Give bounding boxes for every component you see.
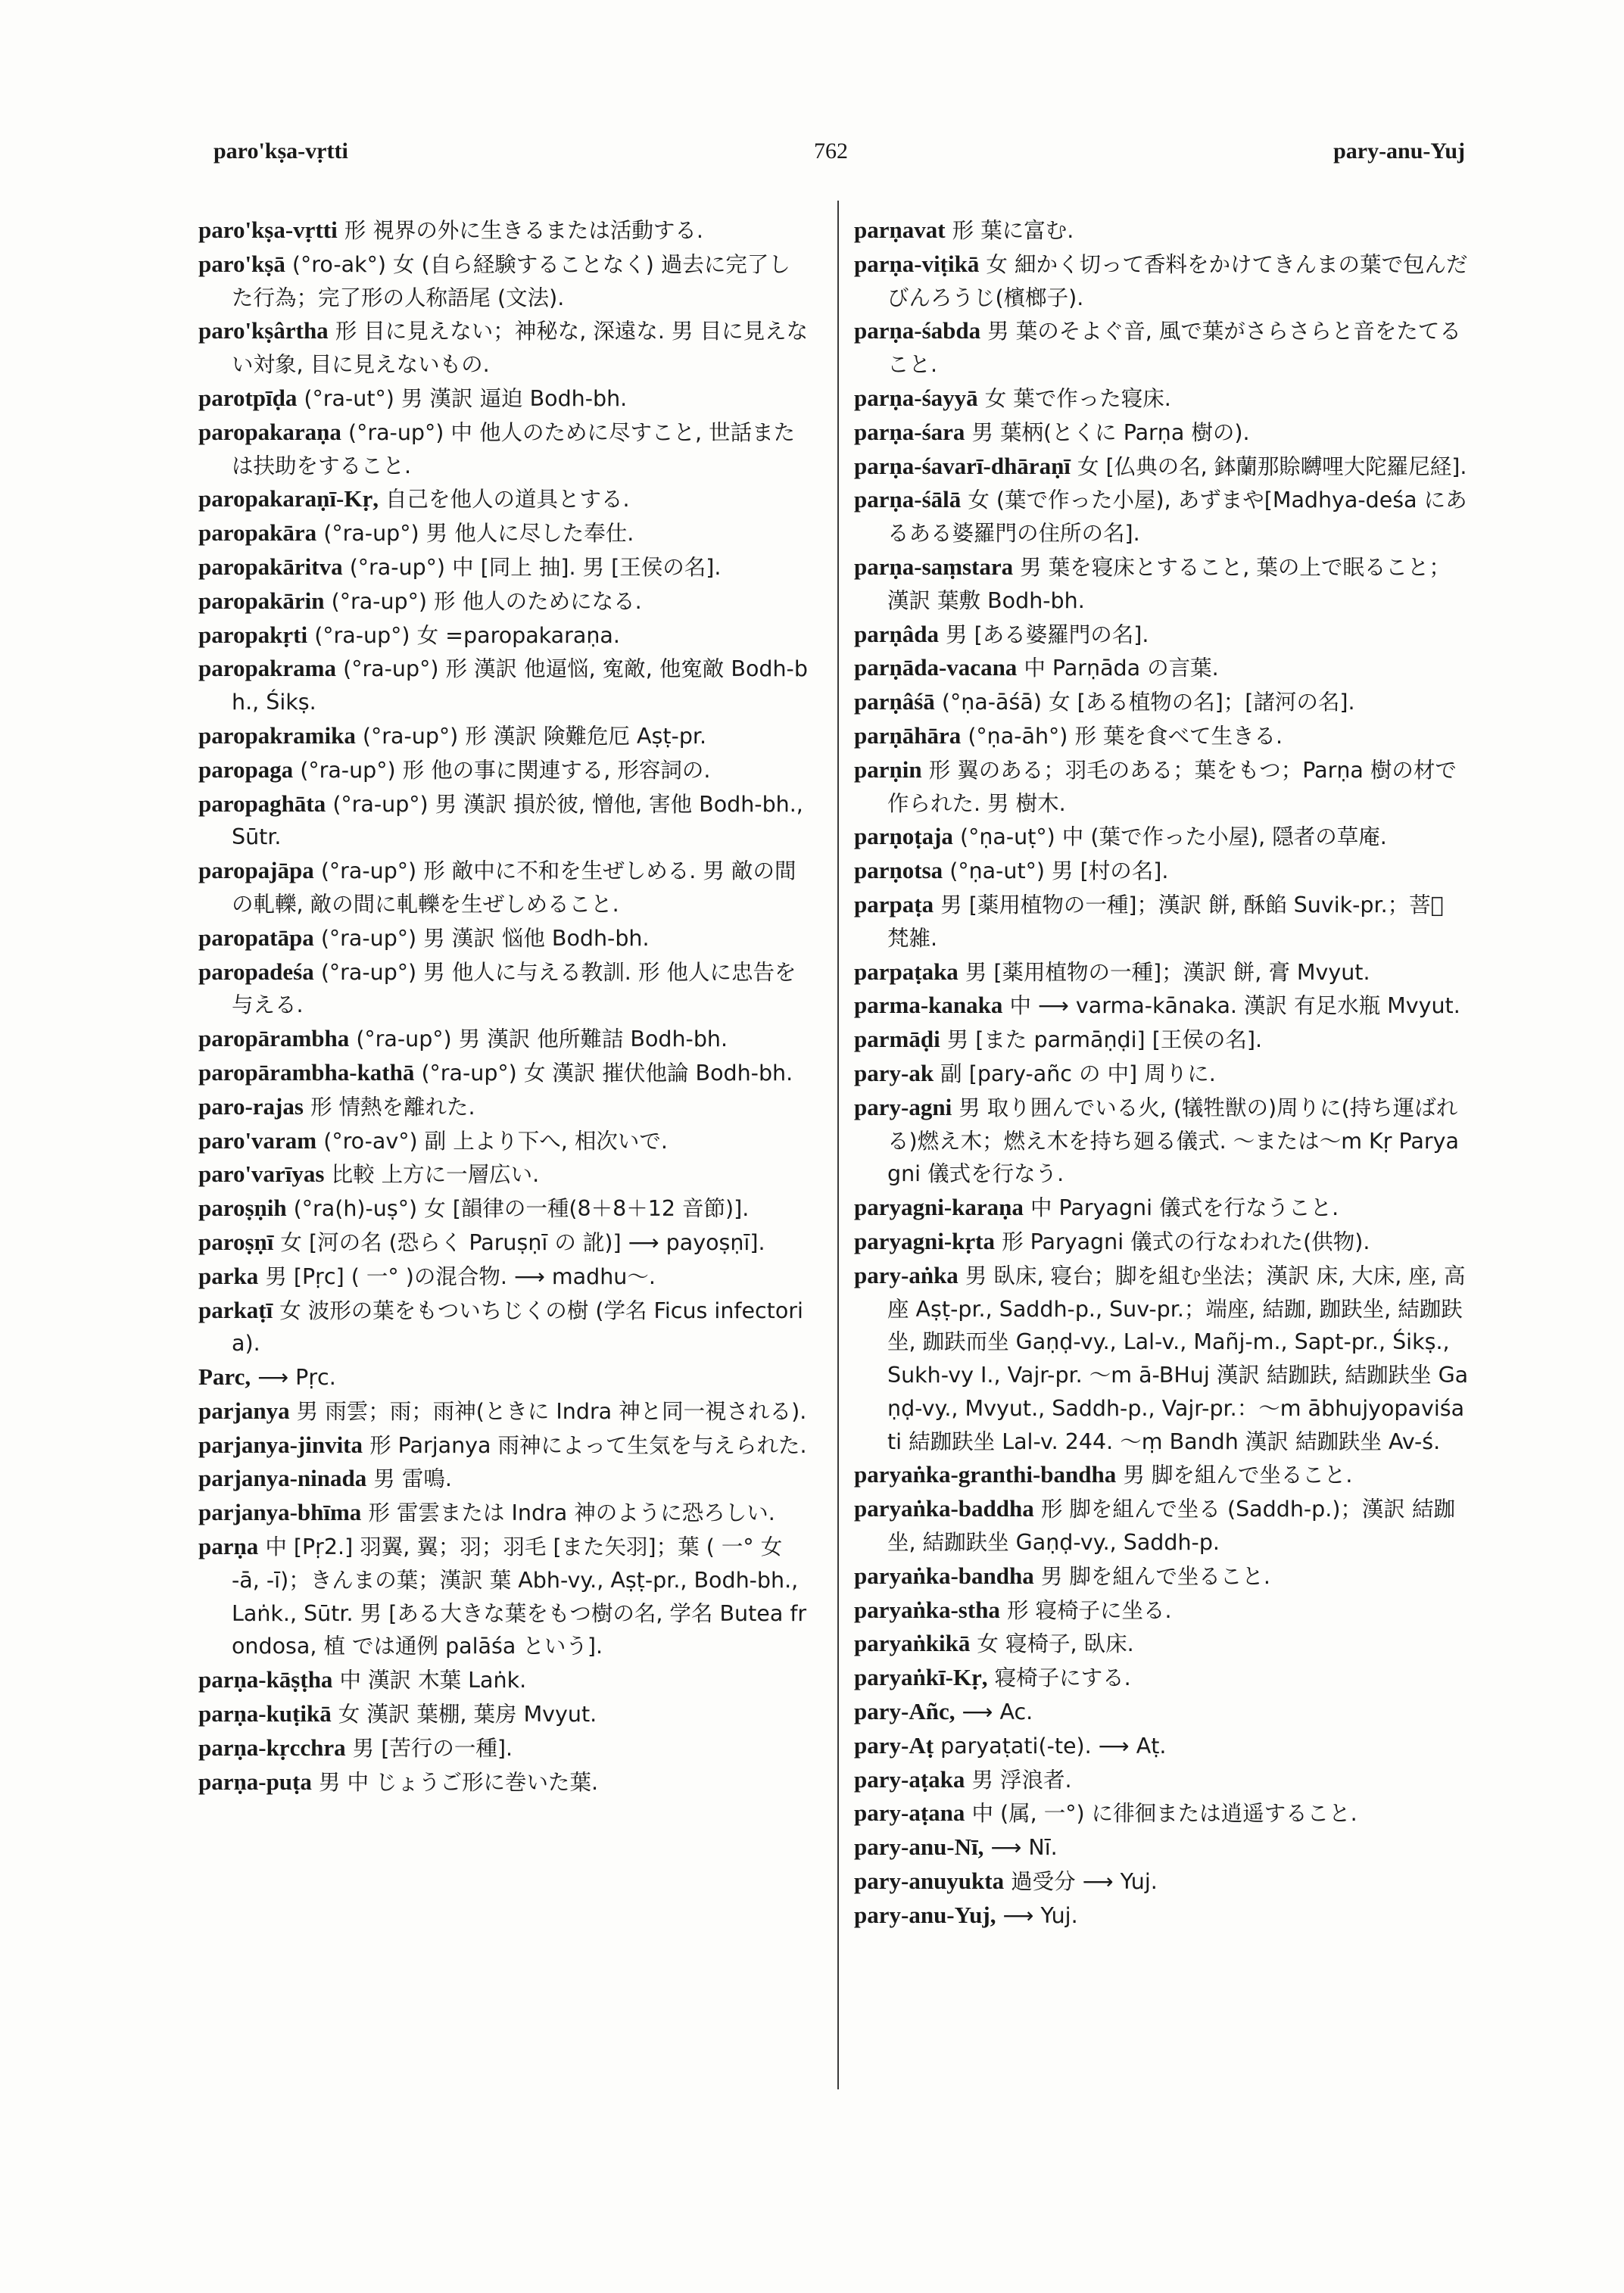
entry-definition: 形 脚を組んで坐る (Saddh-p.)；漢訳 結跏坐, 結跏趺坐 Gaṇḍ-vy., Saddh-p. <box>887 1497 1455 1556</box>
dictionary-entry <box>854 1259 1469 1459</box>
entry-headword: parṇa-viṭikā <box>854 250 980 277</box>
entry-definition: 中 Paryagni 儀式を行なうこと. <box>1030 1195 1339 1221</box>
entry-definition: 形 翼のある；羽毛のある；葉をもつ；Parṇa 樹の材で作られた. 男 樹木. <box>887 757 1457 816</box>
dictionary-entry <box>198 1462 812 1496</box>
entry-definition: (°ra-up°) 形 他人のためになる. <box>331 588 642 614</box>
entry-definition: 男 浮浪者. <box>971 1767 1072 1793</box>
entry-headword: paropakramika <box>198 721 356 749</box>
entry-headword: paropakārin <box>198 587 325 614</box>
entry-headword: parjanya-ninada <box>198 1465 367 1492</box>
entry-headword: paropārambha-kathā <box>198 1058 415 1086</box>
entry-definition: 寝椅子にする. <box>994 1665 1131 1691</box>
entry-definition: 形 Paryagni 儀式の行なわれた(供物). <box>1002 1229 1370 1254</box>
dictionary-entry <box>854 1796 1469 1830</box>
entry-definition: 過受分 ⟶ Yuj. <box>1011 1869 1158 1895</box>
entry-headword: parṇa-kṛcchra <box>198 1734 346 1761</box>
dictionary-entry <box>198 753 812 787</box>
dictionary-entry <box>854 1492 1469 1559</box>
entry-definition: ⟶ Yuj. <box>1002 1902 1078 1928</box>
dictionary-entry <box>854 651 1469 685</box>
running-head-right: pary-anu-Yuj <box>1333 139 1465 164</box>
dictionary-entry <box>854 719 1469 753</box>
dictionary-entry <box>854 1225 1469 1259</box>
entry-definition: 男 取り囲んでいる火, (犠牲獣の)周りに(持ち運ばれる)燃え木；燃え木を持ち廻る儀式. ～または～m Kṛ Paryagni 儀式を行なう. <box>887 1095 1459 1187</box>
entry-definition: 男 脚を組んで坐ること. <box>1040 1563 1270 1589</box>
entry-definition: (°ra-up°) 男 他人に尽した奉仕. <box>323 521 634 547</box>
entry-definition: 男 中 じょうご形に巻いた葉. <box>318 1769 599 1795</box>
entry-definition: (°ra-up°) 形 漢訳 険難危厄 Aṣṭ-pr. <box>362 723 707 749</box>
dictionary-entry <box>854 854 1469 888</box>
entry-definition: 形 寝椅子に坐る. <box>1007 1597 1172 1623</box>
dictionary-entry <box>854 618 1469 652</box>
entry-definition: 中 [Pṛ2.] 羽翼, 翼；羽；羽毛 [また矢羽]；葉 ( 一° 女 -ā, -ī)；きんまの葉；漢訳 葉 Abh-vy., Aṣṭ-pr., Bodh-bh., Laṅk., Sūtr. 男 [ある大きな葉をもつ樹の名, 学名 Butea frondosa, 植 では通例 palāśa という]. <box>232 1534 807 1659</box>
dictionary-entry <box>198 1090 812 1124</box>
dictionary-entry <box>854 1763 1469 1797</box>
entry-definition: 男 葉柄(とくに Parṇa 樹の). <box>971 419 1250 445</box>
entry-definition: 比較 上方に一層広い. <box>331 1162 540 1188</box>
dictionary-entry <box>198 1428 812 1463</box>
page-number: 762 <box>814 139 848 164</box>
entry-headword: parpaṭa <box>854 890 934 918</box>
entry-definition: 男 [ある婆羅門の名]. <box>946 622 1149 647</box>
dictionary-entry <box>854 1695 1469 1729</box>
entry-headword: paropakaraṇī-Kṛ, <box>198 485 379 512</box>
entry-headword: parṇa-kuṭikā <box>198 1700 332 1728</box>
entry-headword: parṇa-saṃstara <box>854 553 1014 580</box>
dictionary-entry <box>198 921 812 955</box>
entry-definition: ⟶ Ac. <box>962 1699 1033 1725</box>
entry-definition: (°ro-ak°) 女 (自ら経験することなく) 過去に完了した行為；完了形の人称語尾 (文法). <box>232 251 790 310</box>
dictionary-entry <box>198 1394 812 1428</box>
dictionary-entry <box>198 1022 812 1056</box>
entry-definition: (°ra-up°) 形 漢訳 他逼悩, 寃敵, 他寃敵 Bodh-bh., Śikṣ. <box>232 656 808 715</box>
dictionary-entry <box>198 213 812 248</box>
entry-headword: paropaga <box>198 756 294 783</box>
entry-headword: paropakāra <box>198 519 317 547</box>
entry-definition: (°ra-up°) 男 漢訳 悩他 Bodh-bh. <box>320 925 650 951</box>
dictionary-entry <box>198 787 812 855</box>
entry-headword: pary-Aṭ <box>854 1731 934 1759</box>
dictionary-entry <box>198 1157 812 1192</box>
entry-headword: pary-aṅka <box>854 1261 959 1288</box>
entry-headword: parjanya <box>198 1397 290 1424</box>
entry-definition: (°ra-ut°) 男 漢訳 逼迫 Bodh-bh. <box>304 385 628 411</box>
entry-definition: 男 [また parmāṇḍi] [王侯の名]. <box>946 1027 1263 1053</box>
entry-headword: paro'kṣā <box>198 250 285 277</box>
dictionary-entry <box>198 1530 812 1663</box>
entry-headword: Parc, <box>198 1363 251 1391</box>
dictionary-entry <box>198 1765 812 1799</box>
entry-headword: parka <box>198 1262 259 1289</box>
dictionary-entry <box>854 989 1469 1023</box>
dictionary-entry <box>854 416 1469 450</box>
entry-definition: 男 [Pṛc] ( 一° )の混合物. ⟶ madhu～. <box>265 1263 656 1289</box>
right-column <box>854 213 1469 1933</box>
entry-definition: 男 [苦行の一種]. <box>352 1735 513 1761</box>
entry-definition: (°ṇa-āh°) 形 葉を食べて生きる. <box>968 723 1283 749</box>
entry-definition: (°ra-up°) 女 =paropakaraṇa. <box>314 622 620 648</box>
dictionary-entry <box>854 248 1469 315</box>
entry-headword: pary-agni <box>854 1093 952 1120</box>
entry-definition: 男 葉を寝床とすること, 葉の上で眠ること；漢訳 葉敷 Bodh-bh. <box>887 554 1451 613</box>
entry-headword: parṇa-puṭa <box>198 1768 312 1795</box>
dictionary-entry <box>854 955 1469 989</box>
dictionary-entry <box>198 482 812 516</box>
entry-headword: parṇa-śayyā <box>854 384 978 411</box>
entry-headword: parṇa <box>198 1533 259 1560</box>
dictionary-entry <box>198 618 812 653</box>
entry-definition: 女 波形の葉をもついちじくの樹 (学名 Ficus infectoria). <box>232 1298 803 1357</box>
entry-definition: (°ra-up°) 形 他の事に関連する, 形容詞の. <box>300 757 711 783</box>
dictionary-entry <box>198 1192 812 1226</box>
entry-headword: paropaghāta <box>198 790 326 817</box>
entry-headword: parṇa-śabda <box>854 317 981 344</box>
dictionary-entry <box>854 1057 1469 1091</box>
dictionary-entry <box>854 1091 1469 1191</box>
entry-headword: paropakaraṇa <box>198 418 341 445</box>
dictionary-entry <box>854 450 1469 484</box>
entry-definition: 女 (葉で作った小屋), あずまや[Madhya-deśa にあるある婆羅門の住所の名]. <box>887 488 1467 547</box>
entry-headword: paro'kṣa-vṛtti <box>198 217 338 243</box>
entry-headword: parṇavat <box>854 217 946 243</box>
dictionary-entry <box>854 1458 1469 1492</box>
entry-headword: paropakrama <box>198 655 337 682</box>
entry-definition: 男 雨雲；雨；雨神(ときに Indra 神と同一視される). <box>296 1398 807 1424</box>
entry-definition: (°ṇa-āśā) 女 [ある植物の名]；[諸河の名]. <box>941 690 1355 715</box>
dictionary-entry <box>198 584 812 618</box>
dictionary-entry <box>198 314 812 382</box>
dictionary-entry <box>854 1830 1469 1865</box>
dictionary-entry <box>854 888 1469 955</box>
running-head-left: paro'kṣa-vṛtti <box>214 139 348 164</box>
entry-definition: (°ra-up°) 男 漢訳 損於彼, 憎他, 害他 Bodh-bh., Sūtr. <box>232 791 803 850</box>
entry-headword: parjanya-bhīma <box>198 1499 362 1526</box>
dictionary-entry <box>198 854 812 921</box>
entry-headword: paropadeśa <box>198 958 314 985</box>
dictionary-entry <box>854 1729 1469 1763</box>
dictionary-entry <box>854 685 1469 719</box>
dictionary-entry <box>198 1360 812 1394</box>
dictionary-entry <box>198 416 812 483</box>
dictionary-entry <box>198 1260 812 1294</box>
entry-headword: paryagni-karaṇa <box>854 1194 1024 1221</box>
entry-headword: paropatāpa <box>198 924 314 951</box>
entry-definition: 形 目に見えない；神秘な, 深遠な. 男 目に見えない対象, 目に見えないもの. <box>232 319 809 378</box>
dictionary-entry <box>198 1226 812 1260</box>
entry-definition: 形 視界の外に生きるまたは活動する. <box>344 218 703 243</box>
entry-definition: 中 (属, 一°) に徘徊または逍遥すること. <box>971 1801 1357 1827</box>
entry-definition: (°ra-up°) 男 漢訳 他所難詰 Bodh-bh. <box>356 1027 728 1052</box>
entry-definition: 形 情熱を離れた. <box>310 1094 475 1120</box>
entry-headword: paroṣṇī <box>198 1228 274 1255</box>
dictionary-entry <box>854 1627 1469 1661</box>
entry-headword: paroṣṇih <box>198 1195 287 1222</box>
entry-headword: parpaṭaka <box>854 958 959 985</box>
dictionary-entry <box>854 483 1469 550</box>
entry-definition: ⟶ Pṛc. <box>257 1365 336 1391</box>
dictionary-entry <box>854 1594 1469 1628</box>
entry-definition: 男 脚を組んで坐ること. <box>1123 1463 1353 1488</box>
entry-definition: 自己を他人の道具とする. <box>385 487 630 512</box>
entry-headword: parkaṭī <box>198 1296 273 1323</box>
entry-headword: paro-rajas <box>198 1092 304 1120</box>
dictionary-entry <box>198 1496 812 1530</box>
dictionary-entry <box>198 1124 812 1158</box>
dictionary-entry <box>854 550 1469 618</box>
entry-definition: 中 漢訳 木葉 Laṅk. <box>339 1668 527 1693</box>
entry-definition: 女 漢訳 葉棚, 葉房 Mvyut. <box>338 1702 597 1728</box>
column-divider <box>837 201 839 2089</box>
entry-headword: paryaṅka-stha <box>854 1596 1000 1623</box>
entry-headword: pary-anu-Nī, <box>854 1833 984 1861</box>
entry-headword: paryaṅka-granthi-bandha <box>854 1461 1117 1488</box>
entry-headword: paropakāritva <box>198 553 343 580</box>
entry-headword: parmāḍi <box>854 1026 940 1053</box>
entry-definition: 中 Parṇāda の言葉. <box>1024 656 1219 681</box>
entry-headword: paro'varīyas <box>198 1161 325 1188</box>
entry-headword: parṇāda-vacana <box>854 654 1018 681</box>
entry-headword: pary-aṭana <box>854 1799 965 1827</box>
entry-definition: 男 葉のそよぐ音, 風で葉がさらさらと音をたてること. <box>887 319 1461 378</box>
entry-headword: paropakṛti <box>198 621 308 648</box>
entry-headword: pary-anu-Yuj, <box>854 1901 996 1928</box>
dictionary-entry <box>854 314 1469 382</box>
dictionary-entry <box>854 382 1469 416</box>
entry-definition: (°ro-av°) 副 上より下へ, 相次いで. <box>323 1128 668 1154</box>
entry-definition: 形 葉に富む. <box>952 218 1074 243</box>
entry-headword: parṇa-śālā <box>854 486 962 513</box>
entry-definition: paryaṭati(-te). ⟶ Aṭ. <box>940 1733 1167 1759</box>
entry-definition: 副 [pary-añc の 中] 周りに. <box>940 1061 1216 1086</box>
dictionary-entry <box>198 550 812 584</box>
entry-headword: parma-kanaka <box>854 992 1003 1019</box>
dictionary-entry <box>198 955 812 1023</box>
dictionary-entry <box>198 1697 812 1731</box>
entry-definition: 男 [薬用植物の一種]；漢訳 餅, 膏 Mvyut. <box>965 959 1370 985</box>
entry-headword: pary-aṭaka <box>854 1765 965 1793</box>
entry-headword: parṇa-śavarī-dhāraṇī <box>854 452 1071 479</box>
dictionary-entry <box>854 1865 1469 1899</box>
entry-definition: 男 雷鳴. <box>373 1466 452 1492</box>
left-column <box>198 213 812 1799</box>
entry-definition: 女 葉で作った寝床. <box>984 385 1171 411</box>
entry-definition: (°ra-up°) 中 他人のために尽すこと, 世話または扶助をすること. <box>232 419 796 478</box>
dictionary-entry <box>198 1056 812 1090</box>
entry-headword: pary-Añc, <box>854 1698 955 1725</box>
entry-definition: (°ṇa-uṭ°) 中 (葉で作った小屋), 隠者の草庵. <box>959 824 1387 850</box>
dictionary-entry <box>854 1191 1469 1225</box>
dictionary-entry <box>198 719 812 753</box>
entry-headword: parṇa-śara <box>854 418 965 445</box>
entry-headword: parṇāhāra <box>854 721 962 749</box>
entry-definition: 女 細かく切って香料をかけてきんまの葉で包んだびんろうじ(檳榔子). <box>887 251 1468 310</box>
entry-definition: 形 Parjanya 雨神によって生気を与えられた. <box>369 1432 807 1458</box>
entry-headword: paropajāpa <box>198 857 314 884</box>
dictionary-entry <box>198 516 812 550</box>
dictionary-entry <box>854 213 1469 248</box>
entry-definition: (°ra(h)-uṣ°) 女 [韻律の一種(8＋8＋12 音節)]. <box>293 1196 750 1222</box>
entry-headword: parjanya-jinvita <box>198 1431 363 1458</box>
entry-headword: parotpīḍa <box>198 384 298 411</box>
entry-headword: paro'varam <box>198 1126 317 1154</box>
entry-definition: 女 寝椅子, 臥床. <box>977 1631 1134 1657</box>
dictionary-entry <box>198 248 812 315</box>
entry-definition: (°ra-up°) 中 [同上 抽]. 男 [王侯の名]. <box>349 554 722 580</box>
entry-definition: 女 [河の名 (恐らく Paruṣṇī の 訛)] ⟶ payoṣṇī]. <box>280 1229 765 1255</box>
entry-definition: 男 臥床, 寝台；脚を組む坐法；漢訳 床, 大床, 座, 高座 Aṣṭ-pr., Saddh-p., Suv-pr.；端座, 結跏, 跏趺坐, 結跏趺坐, 跏趺而坐 Gaṇḍ-vy., Lal-v., Mañj-m., Sapt-pr., Śikṣ., Sukh-vy I., Vajr-pr. ～m ā-BHuj 漢訳 結跏趺, 結跏趺坐 Gaṇḍ-vy., Mvyut., Saddh-p., Vajr-pr.：～m ābhujyopaviśati 結跏趺坐 Lal-v. 244. ～ṃ Bandh 漢訳 結跏趺坐 Av-ś. <box>887 1263 1469 1454</box>
entry-headword: parṇoṭaja <box>854 823 953 850</box>
dictionary-entry <box>854 820 1469 854</box>
dictionary-entry <box>854 753 1469 821</box>
dictionary-entry <box>854 1023 1469 1057</box>
entry-definition: (°ra-up°) 男 他人に与える教訓. 形 他人に忠告を与える. <box>232 959 796 1018</box>
entry-headword: paryaṅka-bandha <box>854 1562 1034 1589</box>
dictionary-entry <box>854 1661 1469 1695</box>
entry-headword: paryagni-kṛta <box>854 1227 995 1254</box>
dictionary-entry <box>198 1294 812 1361</box>
entry-definition: (°ra-up°) 形 敵中に不和を生ぜしめる. 男 敵の間の軋轢, 敵の間に軋轢を生ぜしめること. <box>232 858 796 917</box>
entry-definition: 中 ⟶ varma-kānaka. 漢訳 有足水瓶 Mvyut. <box>1009 993 1460 1019</box>
entry-headword: parṇin <box>854 756 922 783</box>
entry-headword: parṇâśā <box>854 688 935 715</box>
entry-headword: paryaṅkikā <box>854 1630 971 1657</box>
entry-headword: parṇotsa <box>854 857 943 884</box>
entry-definition: ⟶ Nī. <box>990 1835 1058 1861</box>
dictionary-entry <box>198 1663 812 1697</box>
entry-definition: (°ra-up°) 女 漢訳 摧伏他論 Bodh-bh. <box>421 1060 793 1086</box>
entry-definition: 男 [薬用植物の一種]；漢訳 餅, 酥餡 Suvik-pr.；菩𦵔 梵雑. <box>887 892 1444 951</box>
dictionary-entry <box>198 382 812 416</box>
entry-headword: paro'kṣârtha <box>198 317 329 344</box>
entry-headword: pary-ak <box>854 1059 934 1086</box>
dictionary-entry <box>198 1731 812 1765</box>
entry-definition: (°ṇa-ut°) 男 [村の名]. <box>949 858 1169 884</box>
entry-definition: 女 [仏典の名, 鉢蘭那賒嚩哩大陀羅尼経]. <box>1077 453 1467 479</box>
entry-headword: paryaṅkī-Kṛ, <box>854 1664 988 1691</box>
entry-headword: paropārambha <box>198 1025 350 1052</box>
entry-headword: pary-anuyukta <box>854 1868 1005 1895</box>
dictionary-entry <box>198 652 812 719</box>
entry-headword: parṇa-kāṣṭha <box>198 1666 333 1693</box>
entry-definition: 形 雷雲または Indra 神のように恐ろしい. <box>368 1500 775 1526</box>
dictionary-entry <box>854 1559 1469 1594</box>
entry-headword: paryaṅka-baddha <box>854 1495 1034 1522</box>
dictionary-entry <box>854 1899 1469 1933</box>
entry-headword: parṇâda <box>854 620 939 647</box>
